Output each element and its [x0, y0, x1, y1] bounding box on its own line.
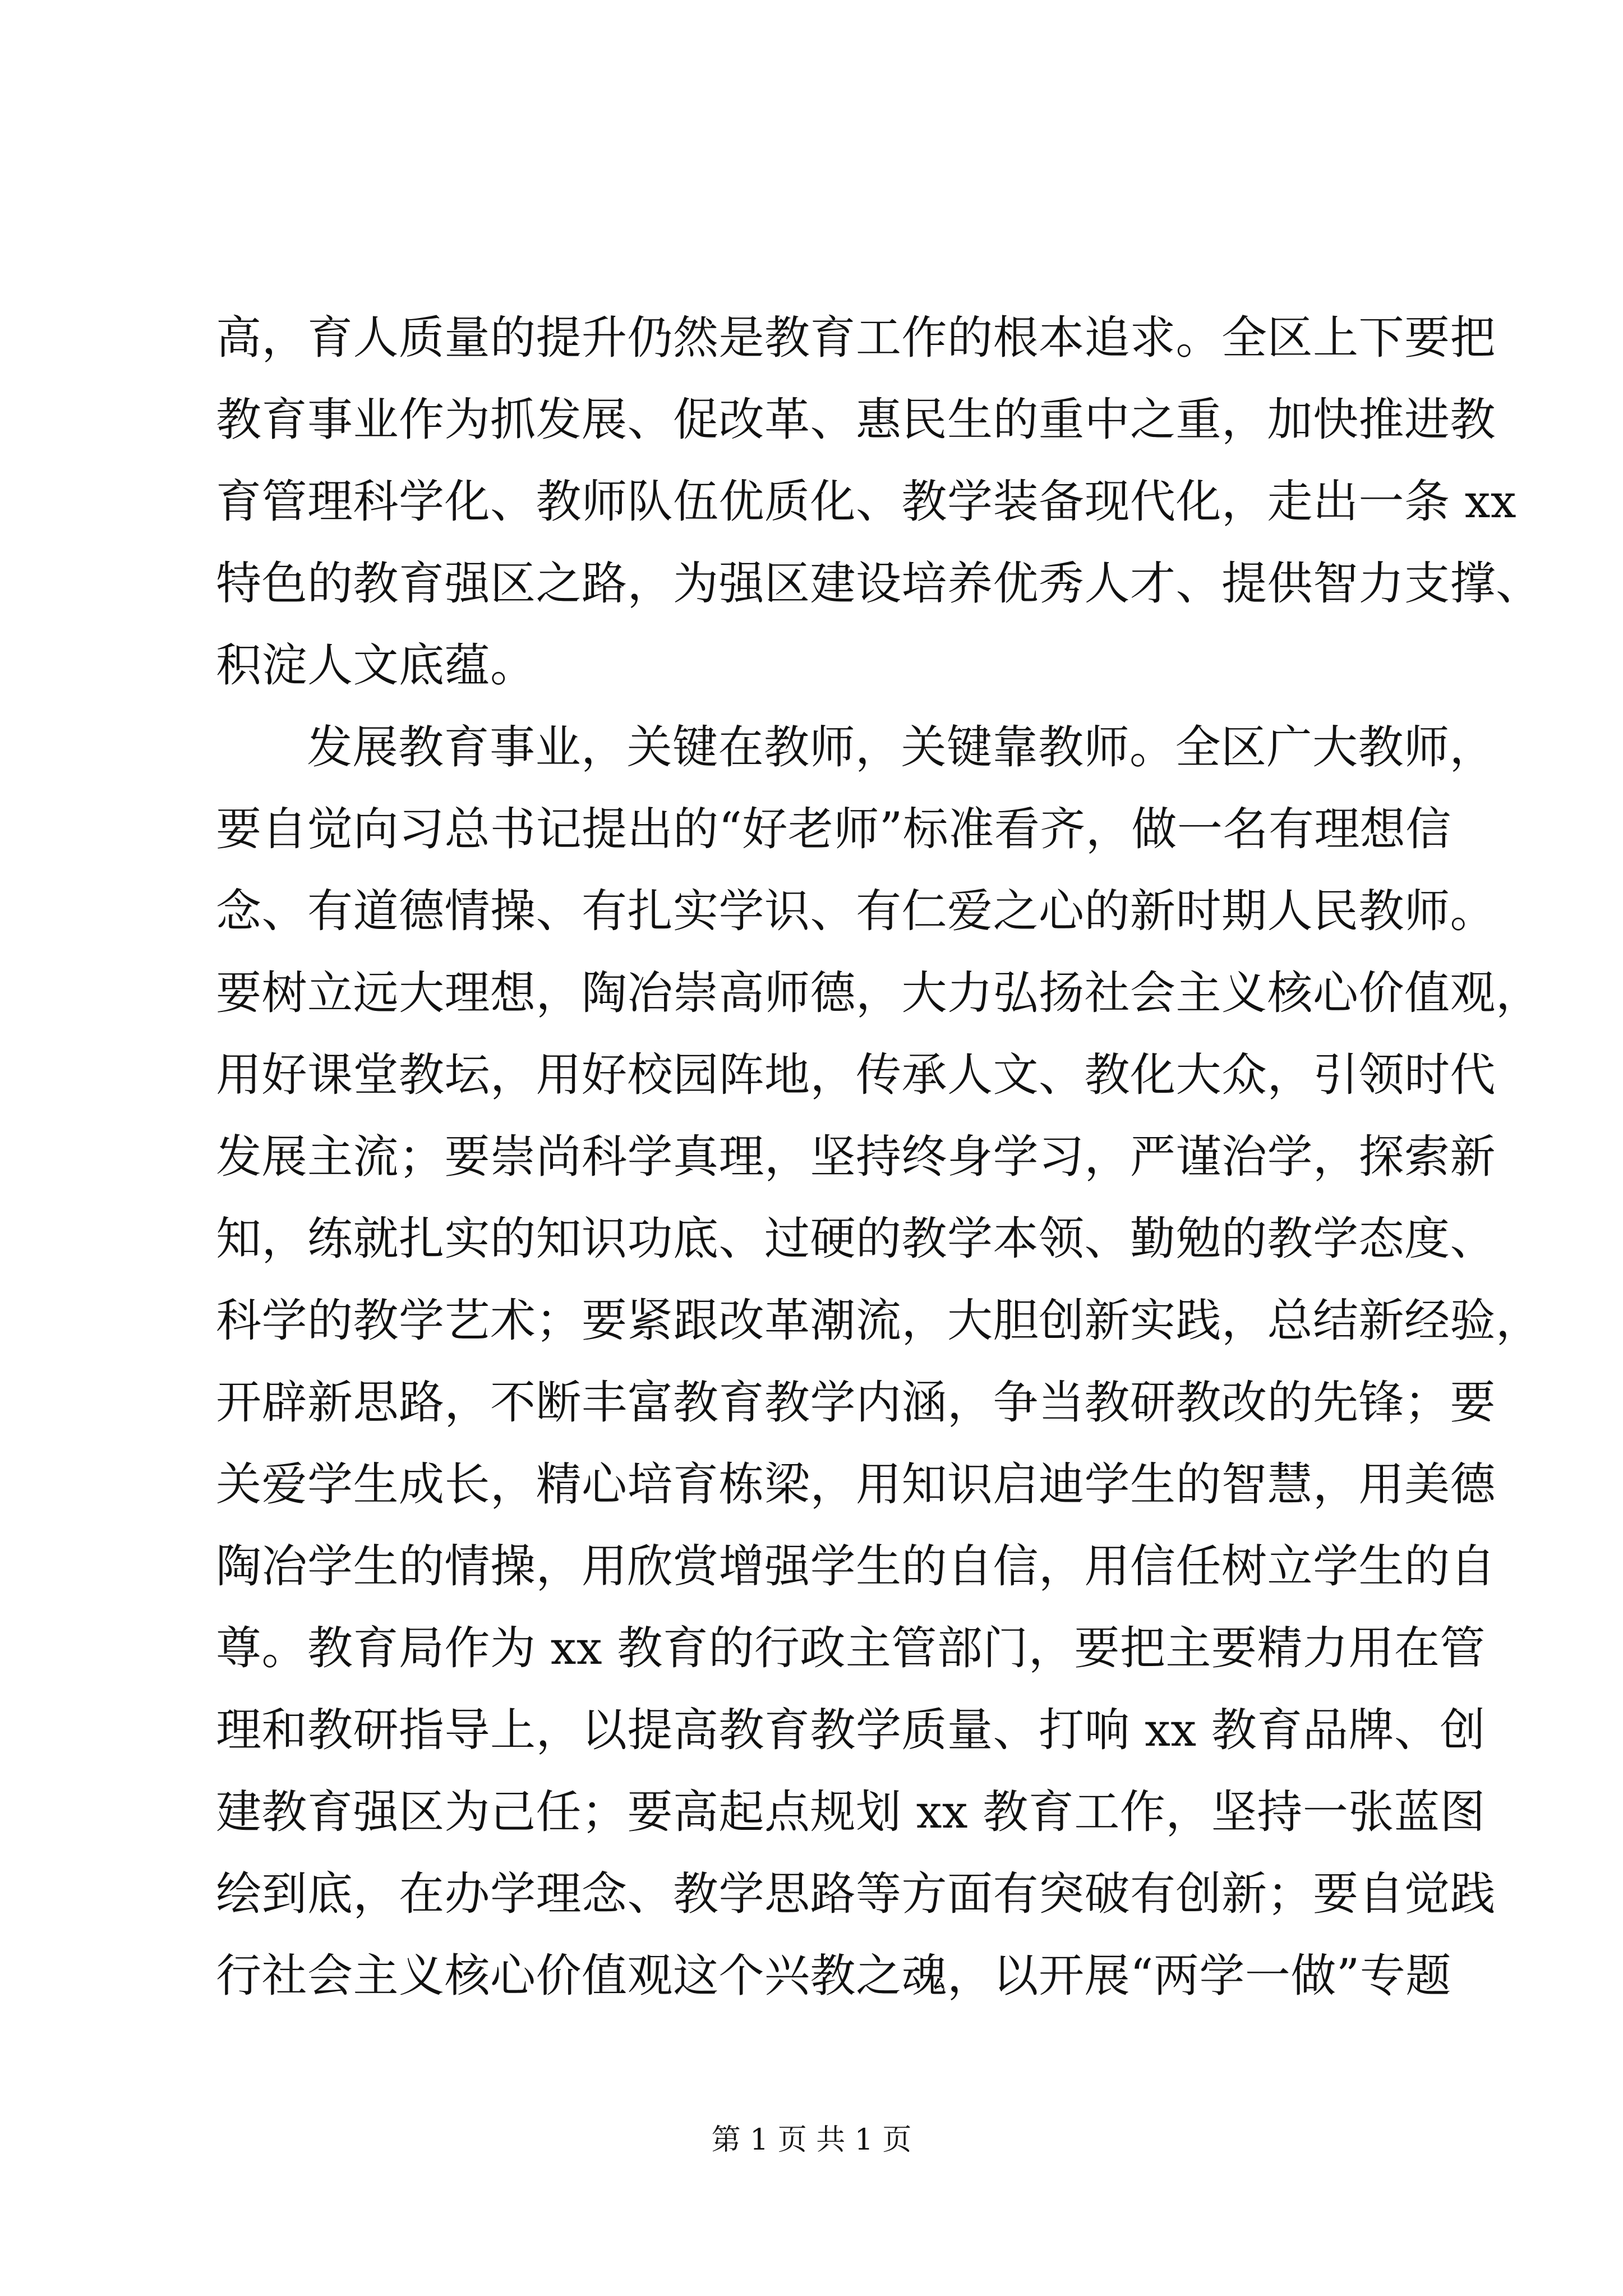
text-line: 积淀人文底蕴。: [216, 639, 536, 692]
text-line: 要自觉向习总书记提出的“好老师”标准看齐，做一名有理想信: [216, 803, 1451, 856]
text-line: 教育事业作为抓发展、促改革、惠民生的重中之重，加快推进教: [216, 394, 1496, 447]
page-number-label: 第 1 页 共 1 页: [711, 2123, 912, 2157]
text-line: 关爱学生成长，精心培育栋梁，用知识启迪学生的智慧，用美德: [216, 1458, 1496, 1511]
text-line: 特色的教育强区之路，为强区建设培养优秀人才、提供智力支撑、: [216, 558, 1542, 610]
paragraph-2: [216, 707, 1542, 2017]
text-line: 绘到底，在办学理念、教学思路等方面有突破有创新；要自觉践: [216, 1868, 1496, 1921]
text-line: 要树立远大理想，陶冶崇高师德，大力弘扬社会主义核心价值观，: [216, 967, 1542, 1020]
text-line: 建教育强区为己任；要高起点规划 xx 教育工作，坚持一张蓝图: [216, 1786, 1486, 1839]
text-line: 开辟新思路，不断丰富教育教学内涵，争当教研教改的先锋；要: [216, 1377, 1496, 1429]
text-line: 科学的教学艺术；要紧跟改革潮流，大胆创新实践，总结新经验，: [216, 1295, 1542, 1347]
text-line: 发展主流；要崇尚科学真理，坚持终身学习，严谨治学，探索新: [216, 1131, 1496, 1184]
text-line: 用好课堂教坛，用好校园阵地，传承人文、教化大众，引领时代: [216, 1049, 1496, 1102]
text-line: 育管理科学化、教师队伍优质化、教学装备现代化，走出一条 xx: [216, 476, 1517, 528]
text-line: 念、有道德情操、有扎实学识、有仁爱之心的新时期人民教师。: [216, 885, 1496, 938]
text-line: 理和教研指导上，以提高教育教学质量、打响 xx 教育品牌、创: [216, 1704, 1486, 1757]
text-line: 知，练就扎实的知识功底、过硬的教学本领、勤勉的教学态度、: [216, 1213, 1496, 1266]
text-line: 发展教育事业，关键在教师，关键靠教师。全区广大教师，: [307, 721, 1496, 774]
text-line: 陶冶学生的情操，用欣赏增强学生的自信，用信任树立学生的自: [216, 1540, 1496, 1593]
page-footer: [0, 2120, 1623, 2160]
text-line: 行社会主义核心价值观这个兴教之魂，以开展“两学一做”专题: [216, 1950, 1451, 2003]
document-body: [216, 297, 1542, 2017]
paragraph-1: [216, 297, 1542, 707]
text-line: 高，育人质量的提升仍然是教育工作的根本追求。全区上下要把: [216, 312, 1496, 365]
text-line: 尊。教育局作为 xx 教育的行政主管部门，要把主要精力用在管: [216, 1622, 1486, 1675]
